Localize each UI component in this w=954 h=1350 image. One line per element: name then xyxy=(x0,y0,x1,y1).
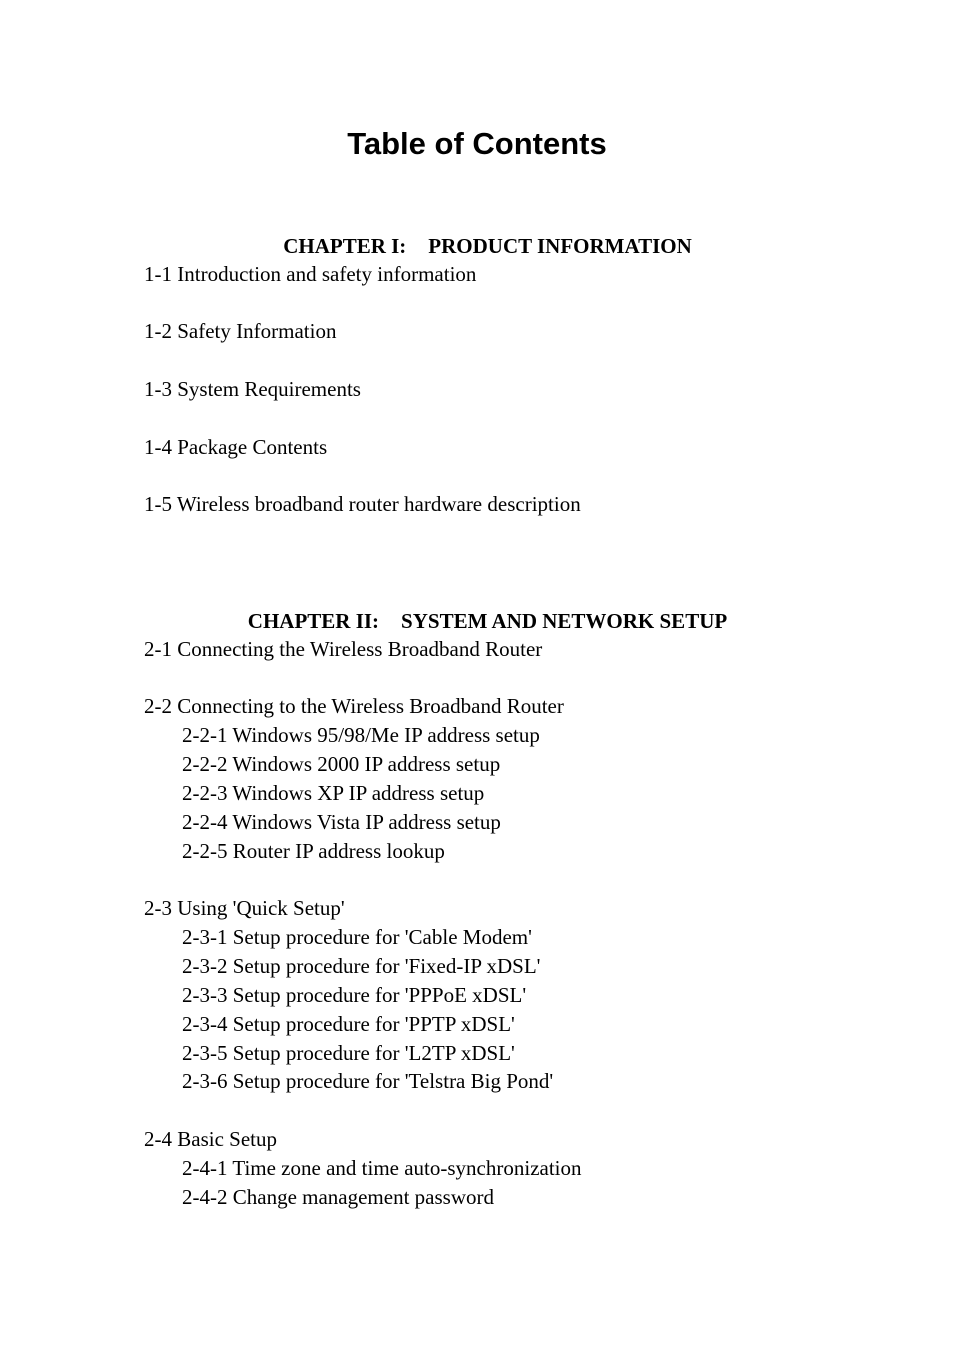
toc-section: 1-2 Safety Information xyxy=(144,319,337,343)
toc-subsection: 2-2-1 Windows 95/98/Me IP address setup xyxy=(182,723,540,747)
toc-subsection: 2-3-6 Setup procedure for 'Telstra Big Pond' xyxy=(182,1069,554,1093)
toc-subsection: 2-2-4 Windows Vista IP address setup xyxy=(182,810,501,834)
toc-section: 1-3 System Requirements xyxy=(144,377,361,401)
toc-subsection: 2-2-2 Windows 2000 IP address setup xyxy=(182,752,501,776)
chapter-label: CHAPTER II: xyxy=(247,609,380,633)
toc-subsection: 2-3-1 Setup procedure for 'Cable Modem' xyxy=(182,925,532,949)
toc-subsection: 2-4-1 Time zone and time auto-synchronization xyxy=(182,1156,582,1180)
chapter-label: CHAPTER I: xyxy=(283,234,407,258)
page-title: Table of Contents xyxy=(347,126,607,161)
toc-section: 2-4 Basic Setup xyxy=(144,1127,277,1151)
toc-subsection: 2-3-4 Setup procedure for 'PPTP xDSL' xyxy=(182,1012,515,1036)
toc-subsection: 2-2-5 Router IP address lookup xyxy=(182,839,445,863)
toc-section: 1-1 Introduction and safety information xyxy=(144,262,477,286)
toc-section: 2-2 Connecting to the Wireless Broadband Router xyxy=(144,694,564,718)
toc-section: 1-5 Wireless broadband router hardware description xyxy=(144,492,581,516)
toc-subsection: 2-3-2 Setup procedure for 'Fixed-IP xDSL' xyxy=(182,954,541,978)
toc-subsection: 2-2-3 Windows XP IP address setup xyxy=(182,781,485,805)
chapter-name: PRODUCT INFORMATION xyxy=(428,234,692,258)
toc-section: 2-1 Connecting the Wireless Broadband Router xyxy=(144,637,543,661)
toc-section: 2-3 Using 'Quick Setup' xyxy=(144,896,345,920)
toc-subsection: 2-3-5 Setup procedure for 'L2TP xDSL' xyxy=(182,1041,515,1065)
toc-subsection: 2-4-2 Change management password xyxy=(182,1185,494,1209)
toc-subsection: 2-3-3 Setup procedure for 'PPPoE xDSL' xyxy=(182,983,527,1007)
chapter-name: SYSTEM AND NETWORK SETUP xyxy=(401,609,728,633)
toc-section: 1-4 Package Contents xyxy=(144,435,328,459)
